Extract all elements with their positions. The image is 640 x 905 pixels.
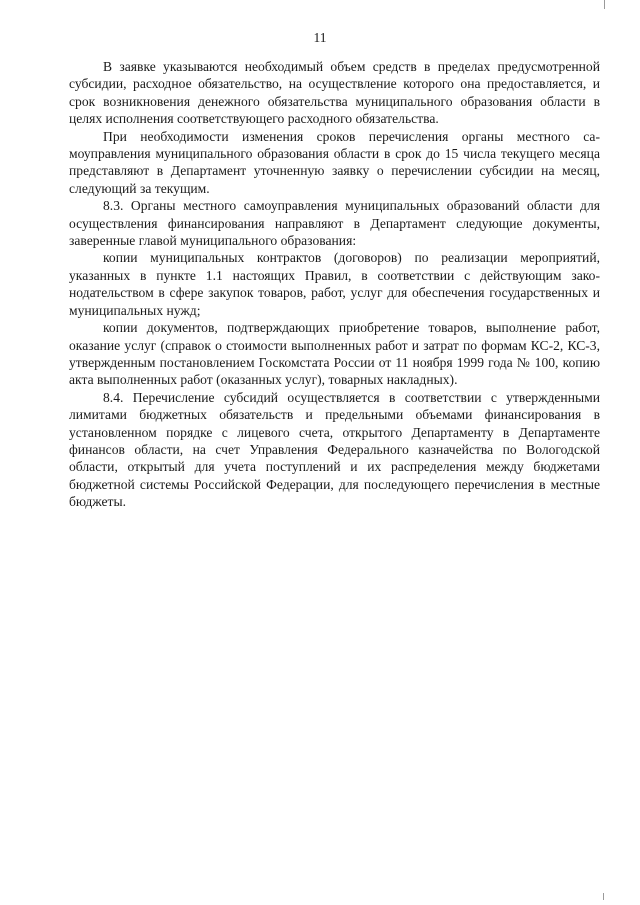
document-body <box>69 58 600 511</box>
paragraph-contract-copies: копии муниципальных контрактов (договоров) по реализации мероприятий, указанных в пункте 1.1 настоящих Правил, в соответствии с действующим законодательством в сфере закупок товаров, работ, услуг для обеспечения государственных и муниципальных нужд; <box>69 250 600 318</box>
page-number: 11 <box>313 30 327 45</box>
scan-edge-mark <box>603 893 604 900</box>
paragraph-8-4: 8.4. Перечисление субсидий осуществляется в соответствии с утвержденными лимитами бюджетных обязательств и предельными объемами финансирования в установленном порядке с лицевого счета, открытого Департаменту в Департаменте финансов области, на счет Управления Федерального казначейства по Вологодской области, открытый для учета поступлений и их распределения между бюджетами бюджетной системы Российской Федерации, для последующего перечисления в местные бюджеты. <box>69 389 600 510</box>
paragraph-8-3: 8.3. Органы местного самоуправления муниципальных образований области для осуществления финансирования направляют в Департамент следующие документы, заверенные главой муниципального образования: <box>69 198 600 249</box>
paragraph-document-copies: копии документов, подтверждающих приобретение товаров, выполнение работ, оказание услуг (справок о стоимости выполненных работ и затрат по формам КС-2, КС-3, утвержденным постановлением Госкомстата России от 11 ноября 1999 года № 100, копию акта выполненных работ (оказанных услуг), товарных накладных). <box>69 320 600 388</box>
paragraph-application-contents: В заявке указываются необходимый объем средств в пределах предусмотренной субсидии, расходное обязательство, на осуществление которого она предоставляется, и срок возникновения денежного обязательства муниципального образования области в целях исполнения соответствующего расходного обязательства. <box>69 59 600 127</box>
paragraph-revised-application: При необходимости изменения сроков перечисления органы местного самоуправления муниципального образования области в срок до 15 числа текущего месяца представляют в Департамент уточненную заявку о перечислении субсидии на месяц, следующий за текущим. <box>69 128 600 196</box>
scan-edge-mark <box>604 0 605 9</box>
